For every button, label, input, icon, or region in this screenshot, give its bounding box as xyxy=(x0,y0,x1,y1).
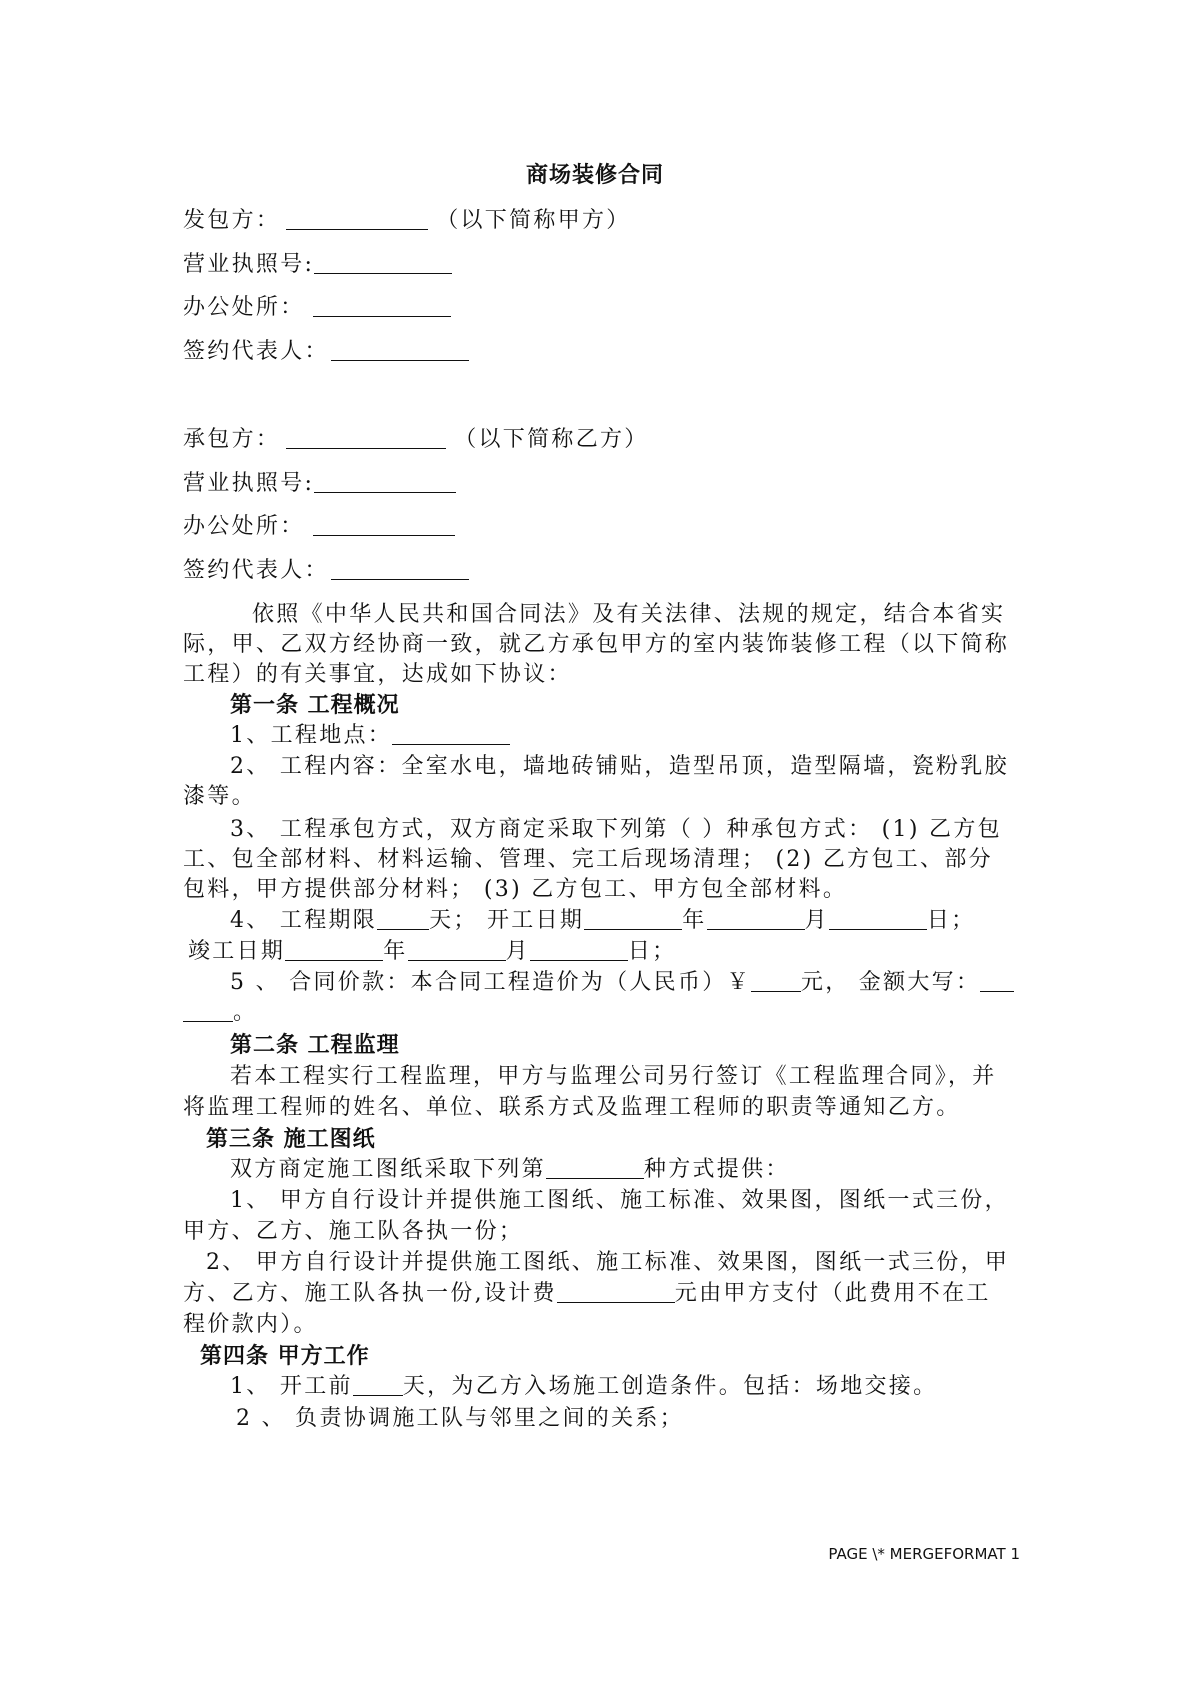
art1-start-year-blank xyxy=(584,907,682,930)
party-b-office-line xyxy=(183,512,455,542)
art3-design-fee-blank xyxy=(557,1280,675,1303)
preamble-line-2: 际，甲、乙双方经协商一致，就乙方承包甲方的室内装饰装修工程（以下简称 xyxy=(183,632,1010,657)
party-b-suffix: （以下简称乙方） xyxy=(454,427,649,452)
art2-line1: 若本工程实行工程监理，甲方与监理公司另行签订《工程监理合同》，并 xyxy=(230,1064,997,1089)
art3-design-fee-suffix: 元由甲方支付（此费用不在工 xyxy=(674,1281,991,1306)
art1-item2-line1: 2、 工程内容：全室水电，墙地砖铺贴，造型吊顶，造型隔墙，瓷粉乳胶 xyxy=(230,754,1009,779)
party-a-blank xyxy=(286,207,428,230)
art1-amount-label: 元， 金额大写： xyxy=(800,970,981,995)
art3-design-fee-label: 方、乙方、施工队各执一份,设计费 xyxy=(183,1281,557,1306)
art1-end-month-label: 月 xyxy=(505,939,530,964)
art1-start-label: 天； 开工日期 xyxy=(429,908,585,933)
party-b-license-label: 营业执照号: xyxy=(183,471,315,496)
party-a-license-line xyxy=(183,250,452,280)
art1-end-year-label: 年 xyxy=(383,939,408,964)
art1-item5-line2 xyxy=(183,998,257,1028)
art1-day-label: 日； xyxy=(926,908,976,933)
art1-month-label: 月 xyxy=(804,908,829,933)
party-b-blank xyxy=(286,426,446,449)
party-a-label: 发包方： xyxy=(183,208,281,233)
party-a-office-line xyxy=(183,293,451,323)
party-b-license-blank xyxy=(314,470,456,493)
art1-item3-line1: 3、 工程承包方式，双方商定采取下列第（ ）种承包方式： (1) 乙方包 xyxy=(230,817,1002,842)
party-b-rep-label: 签约代表人： xyxy=(183,558,329,583)
party-a-license-blank xyxy=(314,251,452,274)
art3-method-blank xyxy=(546,1156,644,1179)
art4-item1-label: 1、 开工前 xyxy=(230,1374,353,1399)
art1-price-label: 5 、 合同价款：本合同工程造价为（人民币）￥ xyxy=(230,970,751,995)
art1-end-month-blank xyxy=(408,938,506,961)
party-a-rep-blank xyxy=(331,338,469,361)
page-footer: PAGE \* MERGEFORMAT 1 xyxy=(828,1545,1020,1563)
art3-item1-line2: 甲方、乙方、施工队各执一份； xyxy=(183,1219,524,1244)
art1-location-blank xyxy=(392,722,510,745)
preamble-line-1: 依照《中华人民共和国合同法》及有关法律、法规的规定，结合本省实 xyxy=(252,602,1006,627)
art3-item2-line1: 2、 甲方自行设计并提供施工图纸、施工标准、效果图，图纸一式三份，甲 xyxy=(206,1250,1010,1275)
art1-item4-line1 xyxy=(230,906,975,936)
art4-days-blank xyxy=(353,1373,403,1396)
art1-item5-line1 xyxy=(230,968,1014,998)
art1-item4-label: 4、 工程期限 xyxy=(230,908,378,933)
art3-intro-suffix: 种方式提供： xyxy=(643,1157,790,1182)
article-4-heading: 第四条 甲方工作 xyxy=(200,1343,370,1369)
art3-item1-line1: 1、 甲方自行设计并提供施工图纸、施工标准、效果图，图纸一式三份， xyxy=(230,1188,1009,1213)
art1-amount-blank xyxy=(980,969,1014,992)
party-a-license-label: 营业执照号: xyxy=(183,252,315,277)
art1-days-blank xyxy=(377,907,429,930)
document-title: 商场装修合同 xyxy=(525,162,664,188)
art2-line2: 将监理工程师的姓名、单位、联系方式及监理工程师的职责等通知乙方。 xyxy=(183,1095,961,1120)
art3-item2-line2 xyxy=(183,1279,991,1309)
art4-item1-text: 天，为乙方入场施工创造条件。包括：场地交接。 xyxy=(402,1374,938,1399)
art1-item1-label: 1、工程地点： xyxy=(230,723,393,748)
party-b-rep-blank xyxy=(331,557,469,580)
art1-start-day-blank xyxy=(829,907,927,930)
party-b-license-line xyxy=(183,469,456,499)
art1-price-blank xyxy=(751,969,801,992)
art1-year-label: 年 xyxy=(682,908,707,933)
art1-end-day-blank xyxy=(530,938,628,961)
art1-end-label: 竣工日期 xyxy=(188,939,286,964)
article-2-heading: 第二条 工程监理 xyxy=(230,1032,400,1058)
preamble-line-3: 工程）的有关事宜，达成如下协议： xyxy=(183,662,572,687)
art1-item2-line2: 漆等。 xyxy=(183,784,256,809)
article-1-heading: 第一条 工程概况 xyxy=(230,692,400,718)
party-b-line xyxy=(183,425,649,455)
art3-item2-line3: 程价款内）。 xyxy=(183,1312,318,1337)
party-b-label: 承包方： xyxy=(183,427,281,452)
party-b-office-blank xyxy=(313,513,455,536)
party-b-rep-line xyxy=(183,556,469,586)
art1-end-day-label: 日； xyxy=(627,939,677,964)
party-a-line xyxy=(183,206,631,236)
party-a-rep-line xyxy=(183,337,469,367)
art1-start-month-blank xyxy=(707,907,805,930)
art4-item2: 2 、 负责协调施工队与邻里之间的关系； xyxy=(236,1406,684,1431)
party-b-office-label: 办公处所： xyxy=(183,514,305,539)
art1-item5-end: 。 xyxy=(233,1000,258,1025)
art3-intro xyxy=(230,1155,790,1185)
art1-amount-blank-cont xyxy=(183,999,233,1022)
party-a-suffix: （以下简称甲方） xyxy=(436,208,631,233)
art1-item1 xyxy=(230,721,510,751)
party-a-rep-label: 签约代表人： xyxy=(183,339,329,364)
art4-item1 xyxy=(230,1372,937,1402)
party-a-office-label: 办公处所： xyxy=(183,295,305,320)
art1-item4-line2 xyxy=(188,937,676,967)
art1-item3-line2: 工、包全部材料、材料运输、管理、完工后现场清理； (2) 乙方包工、部分 xyxy=(183,847,993,872)
party-a-office-blank xyxy=(313,294,451,317)
art3-intro-label: 双方商定施工图纸采取下列第 xyxy=(230,1157,546,1182)
art1-end-year-blank xyxy=(285,938,383,961)
article-3-heading: 第三条 施工图纸 xyxy=(206,1126,376,1152)
art1-item3-line3: 包料，甲方提供部分材料； (3) 乙方包工、甲方包全部材料。 xyxy=(183,877,848,902)
